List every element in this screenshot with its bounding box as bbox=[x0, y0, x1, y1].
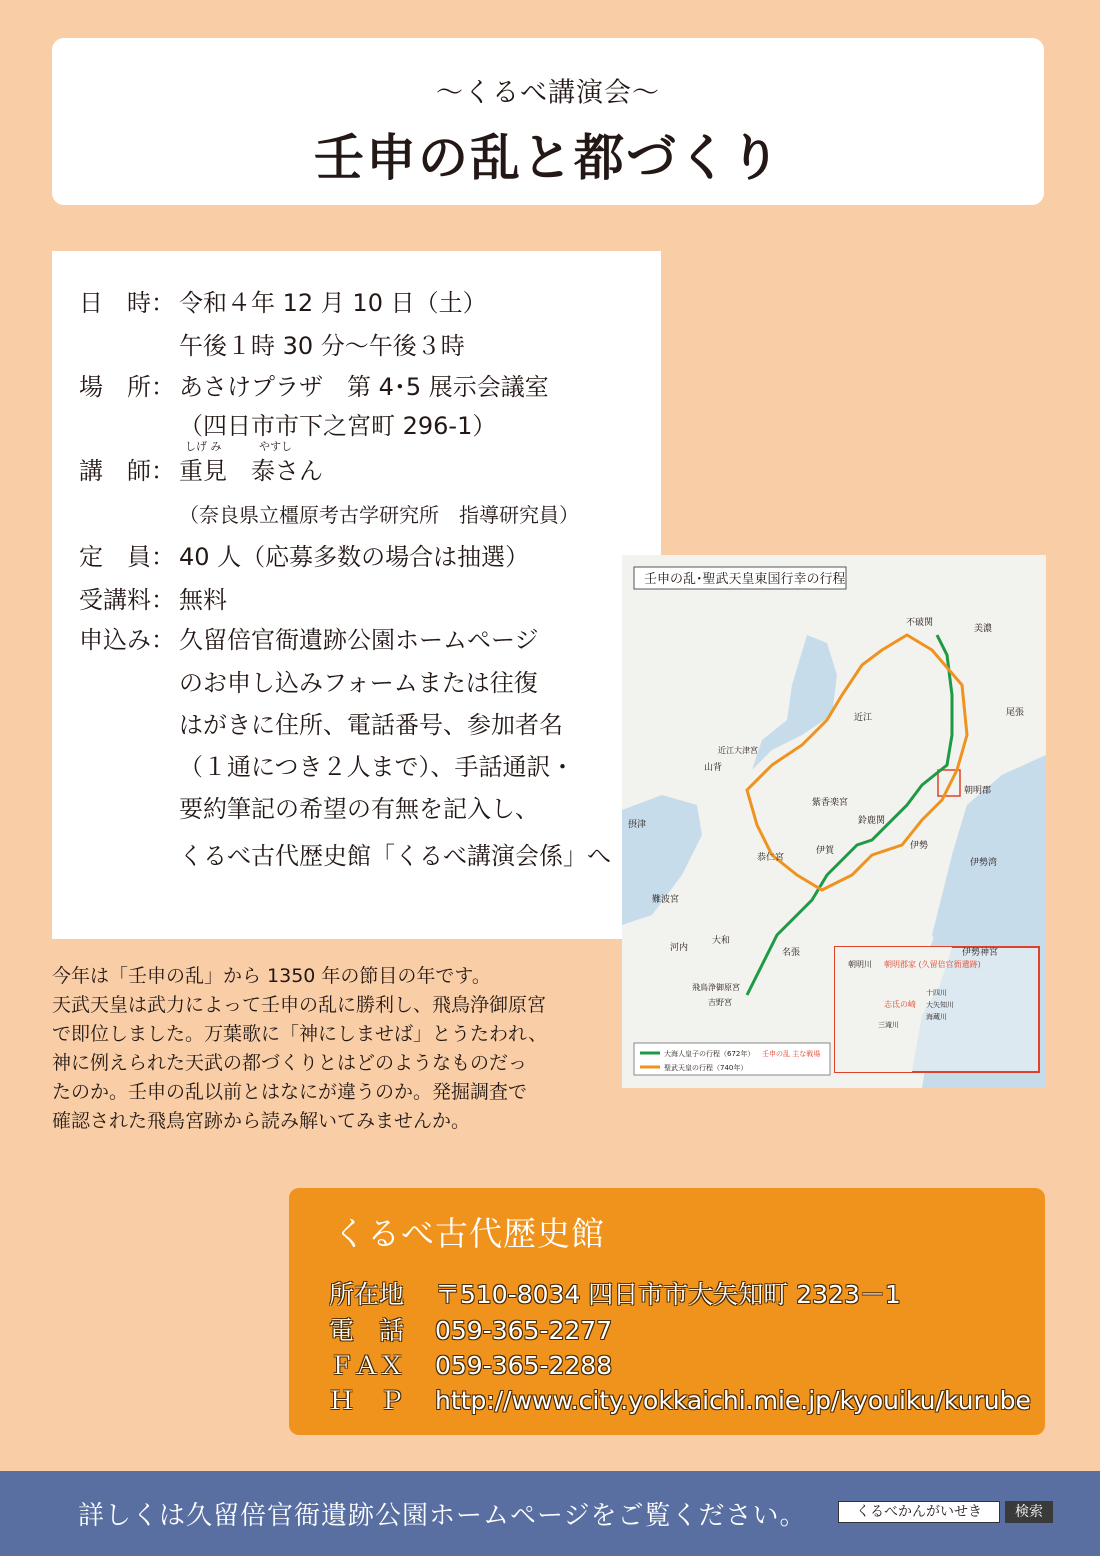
apply-line: はがきに住所、電話番号、参加者名 bbox=[179, 711, 563, 739]
place-label: 場 所： bbox=[79, 373, 175, 401]
map-label-asuka: 飛鳥浄御原宮 bbox=[692, 983, 740, 992]
map-legend-green: 大海人皇子の行程（672年） bbox=[664, 1050, 755, 1058]
lecturer-name bbox=[179, 440, 323, 486]
intro-line: 確認された飛鳥宮跡から読み解いてみませんか。 bbox=[52, 1110, 471, 1132]
map-label-ise-jingu: 伊勢神宮 bbox=[962, 948, 999, 958]
header-card bbox=[52, 38, 1044, 205]
apply-line: 久留倍官衙遺跡公園ホームページ bbox=[179, 626, 539, 654]
place-address: （四日市市下之宮町 296-1） bbox=[179, 412, 497, 440]
route-map bbox=[622, 555, 1046, 1088]
apply-line: （１通につき２人まで）、手話通訳・ bbox=[179, 753, 575, 781]
map-label-kuni: 恭仁宮 bbox=[757, 853, 785, 863]
museum-name: くるべ古代歴史館 bbox=[333, 1214, 605, 1253]
intro-line: 今年は「壬申の乱」から 1350 年の節目の年です。 bbox=[52, 965, 491, 987]
apply-line: くるべ古代歴史館「くるべ講演会係」へ bbox=[179, 842, 611, 870]
map-label-yoshino: 吉野宮 bbox=[708, 998, 732, 1007]
map-label-iga-camp: 名張 bbox=[782, 948, 801, 958]
map-label-shigaraki: 紫香楽宮 bbox=[812, 798, 849, 808]
map-label-kawachi: 河内 bbox=[670, 943, 689, 953]
map-label-yamashiro: 山背 bbox=[704, 763, 723, 773]
fax-label: ＦＡＸ bbox=[329, 1351, 405, 1380]
search-button[interactable]: 検索 bbox=[1005, 1501, 1053, 1523]
date-value: 令和４年 12 月 10 日（土） bbox=[179, 289, 487, 317]
apply-label: 申込み： bbox=[79, 626, 175, 654]
map-legend-orange: 聖武天皇の行程（740年） bbox=[664, 1064, 748, 1072]
map-inset-mitakigawa: 三滝川 bbox=[878, 1021, 899, 1029]
map-label-naniwa: 難波宮 bbox=[652, 895, 680, 905]
fee-value: 無料 bbox=[179, 586, 227, 614]
map-title: 壬申の乱･聖武天皇東国行幸の行程 bbox=[644, 572, 846, 587]
map-label-setsu: 摂津 bbox=[628, 820, 647, 830]
map-legend-battle: 壬申の乱 主な戦場 bbox=[762, 1050, 821, 1058]
address-value: 〒510-8034 四日市市大矢知町 2323－1 bbox=[435, 1280, 901, 1309]
lecturer-ruby-family: しげ み bbox=[185, 440, 222, 453]
intro-line: 天武天皇は武力によって壬申の乱に勝利し、飛鳥浄御原宮 bbox=[52, 994, 547, 1016]
route-map-svg bbox=[622, 555, 1046, 1088]
map-label-iga: 伊賀 bbox=[816, 846, 835, 856]
map-inset-kaizogawa: 海蔵川 bbox=[926, 1013, 947, 1021]
map-label-fuwa: 不破関 bbox=[906, 618, 934, 628]
intro-line: たのか。壬申の乱以前とはなにが違うのか。発掘調査で bbox=[52, 1081, 528, 1103]
capacity-label: 定 員： bbox=[79, 543, 175, 571]
time-value: 午後１時 30 分～午後３時 bbox=[179, 332, 465, 360]
map-label-ise-bay: 伊勢湾 bbox=[970, 858, 998, 868]
map-label-mino: 美濃 bbox=[974, 624, 993, 634]
apply-line: のお申し込みフォームまたは往復 bbox=[179, 669, 538, 697]
map-inset-label bbox=[884, 959, 981, 969]
map-label-yamato: 大和 bbox=[712, 936, 731, 946]
apply-line: 要約筆記の希望の有無を記入し、 bbox=[179, 795, 539, 823]
lecturer-label: 講 師： bbox=[79, 457, 175, 485]
lecturer-ruby-given: やすし bbox=[259, 440, 292, 453]
map-label-suzuka: 鈴鹿関 bbox=[858, 816, 886, 826]
tel-label: 電 話 bbox=[329, 1316, 405, 1345]
intro-line: で即位しました。万葉歌に「神にしませば」とうたわれ、 bbox=[52, 1023, 548, 1045]
map-inset-oyachigawa: 大矢知川 bbox=[926, 1001, 954, 1009]
event-subtitle: ～くるべ講演会～ bbox=[436, 77, 660, 109]
fee-label: 受講料： bbox=[79, 586, 175, 614]
hp-link[interactable]: http://www.city.yokkaichi.mie.jp/kyouiku/kurube bbox=[435, 1386, 1031, 1415]
intro-paragraph bbox=[52, 962, 622, 1136]
place-value: あさけプラザ 第 4･5 展示会議室 bbox=[179, 373, 549, 401]
footer-bar bbox=[0, 1471, 1100, 1556]
map-inset-label-text: 朝明郡家 (久留倍官衙遺跡) bbox=[884, 960, 981, 969]
event-details bbox=[52, 251, 661, 939]
map-label-omi: 近江 bbox=[854, 713, 873, 723]
fax-value: 059-365-2288 bbox=[435, 1351, 613, 1380]
map-inset-kurube-hill: 志氐の崎 bbox=[884, 1000, 916, 1009]
map-label-owari: 尾張 bbox=[1006, 708, 1025, 718]
lecturer-affiliation: （奈良県立橿原考古学研究所 指導研究員） bbox=[179, 503, 579, 527]
map-label-asake: 朝明郡 bbox=[964, 786, 992, 796]
map-inset-asakegawa: 朝明川 bbox=[848, 960, 872, 969]
map-label-shiga: 近江大津宮 bbox=[718, 746, 758, 755]
map-label-ise: 伊勢 bbox=[910, 841, 929, 851]
hp-label: Ｈ Ｐ bbox=[329, 1386, 405, 1415]
tel-value: 059-365-2277 bbox=[435, 1316, 613, 1345]
address-label: 所在地 bbox=[329, 1280, 405, 1309]
intro-line: 神に例えられた天武の都づくりとはどのようなものだっ bbox=[52, 1052, 528, 1074]
event-title: 壬申の乱と都づくり bbox=[314, 129, 782, 187]
museum-info-card bbox=[289, 1188, 1045, 1435]
capacity-value: 40 人（応募多数の場合は抽選） bbox=[179, 543, 530, 571]
footer-message: 詳しくは久留倍官衙遺跡公園ホームページをご覧ください。 bbox=[78, 1501, 807, 1531]
lecturer-name-text: 重見 泰さん bbox=[179, 457, 323, 485]
date-label: 日 時： bbox=[79, 289, 175, 317]
map-inset-jushigawa: 十四川 bbox=[926, 989, 947, 997]
search-input[interactable]: くるべかんがいせき bbox=[838, 1501, 1000, 1523]
